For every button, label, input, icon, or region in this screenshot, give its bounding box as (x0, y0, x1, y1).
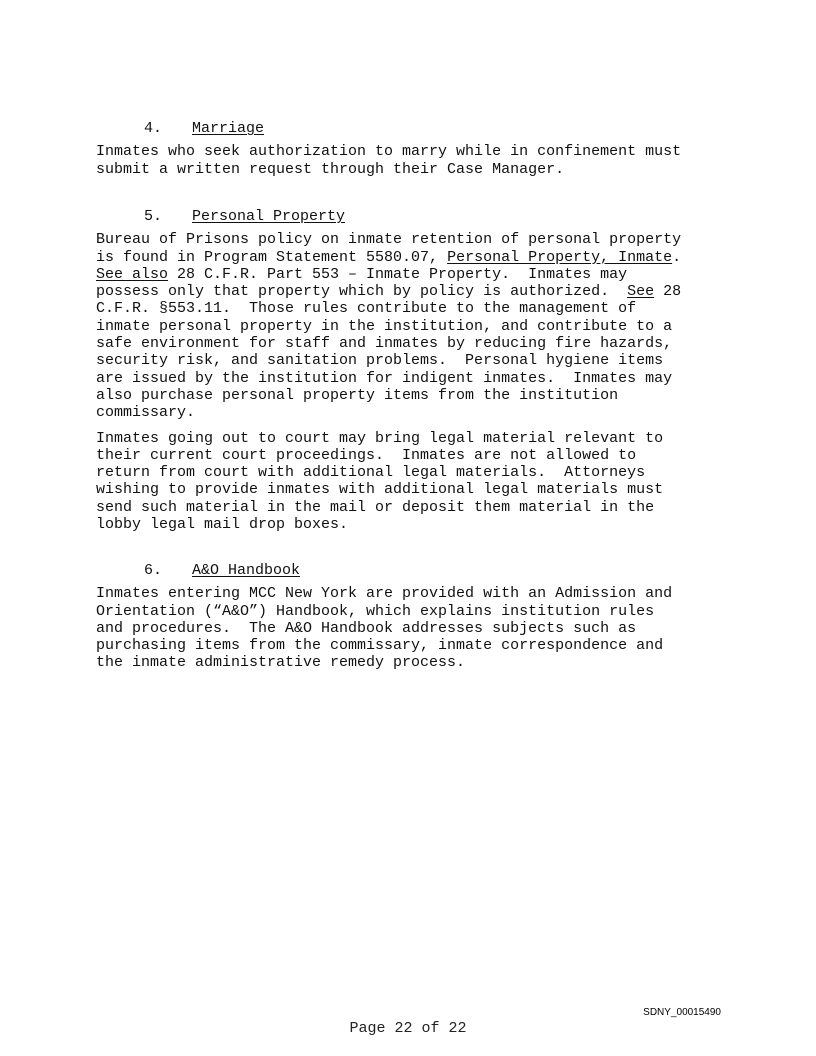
section-heading (96, 120, 736, 137)
text-line: return from court with additional legal materials. Attorneys (96, 464, 646, 482)
see-signal: See (627, 283, 655, 301)
text-fragment: . (672, 248, 682, 266)
section-title: A&O Handbook (192, 562, 301, 579)
citation-title: Personal Property, Inmate (447, 248, 673, 266)
section-number: 5. (144, 208, 163, 225)
text-line: C.F.R. §553.11. Those rules contribute to the management of (96, 300, 637, 318)
paragraph (96, 430, 736, 534)
text-line: lobby legal mail drop boxes. (96, 516, 349, 534)
text-line: safe environment for staff and inmates by reducing fire hazards, (96, 335, 673, 353)
section-number: 4. (144, 120, 163, 137)
text-line: Orientation (“A&O”) Handbook, which explains institution rules (96, 602, 655, 620)
section-personal-property (96, 208, 736, 533)
page-footer: Page 22 of 22 (349, 1020, 467, 1037)
section-heading (96, 562, 736, 579)
text-line: their current court proceedings. Inmates are not allowed to (96, 446, 637, 464)
text-line: wishing to provide inmates with additional legal materials must (96, 481, 664, 499)
text-line: purchasing items from the commissary, inmate correspondence and (96, 637, 664, 655)
text-line: submit a written request through their Case Manager. (96, 160, 565, 178)
text-line: commissary. (96, 404, 196, 422)
text-line: Bureau of Prisons policy on inmate retention of personal property (96, 231, 682, 249)
text-line: security risk, and sanitation problems. Personal hygiene items (96, 352, 664, 370)
text-fragment: 28 C.F.R. Part 553 – Inmate Property. Inmates may (168, 265, 628, 283)
paragraph (96, 585, 736, 671)
section-marriage (96, 120, 736, 178)
section-ao-handbook (96, 562, 736, 672)
see-also-signal: See also (96, 265, 169, 283)
text-line: is found in Program Statement 5580.07, (96, 248, 448, 266)
text-line: the inmate administrative remedy process. (96, 654, 466, 672)
section-title: Personal Property (192, 208, 346, 225)
text-line: also purchase personal property items from the institution (96, 386, 619, 404)
text-line: send such material in the mail or deposit them material in the (96, 498, 655, 516)
text-line: Inmates going out to court may bring legal material relevant to (96, 429, 664, 447)
paragraph (96, 231, 736, 421)
text-line: Inmates who seek authorization to marry while in confinement must (96, 143, 682, 161)
text-line: Inmates entering MCC New York are provided with an Admission and (96, 585, 673, 603)
section-number: 6. (144, 562, 163, 579)
text-fragment: possess only that property which by policy is authorized. (96, 283, 628, 301)
section-title: Marriage (192, 120, 265, 137)
bates-number: SDNY_00015490 (643, 1007, 721, 1018)
text-fragment: 28 (654, 283, 682, 301)
text-line: and procedures. The A&O Handbook addresses subjects such as (96, 619, 637, 637)
text-line: are issued by the institution for indigent inmates. Inmates may (96, 369, 673, 387)
text-line: inmate personal property in the institution, and contribute to a (96, 317, 673, 335)
paragraph (96, 143, 736, 178)
section-heading (96, 208, 736, 225)
